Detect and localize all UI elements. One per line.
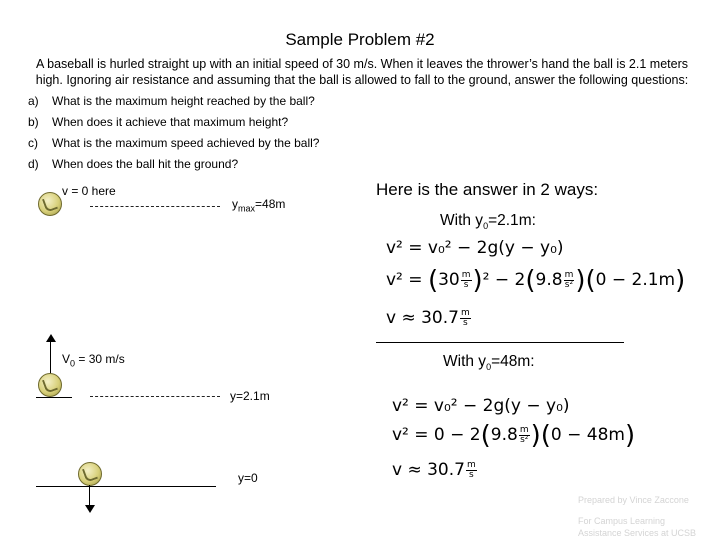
page-title: Sample Problem #2 (285, 30, 435, 49)
release-height-dashed-line (90, 396, 220, 397)
baseball-ground-icon (78, 462, 102, 486)
release-height-label: y=2.1m (230, 389, 270, 403)
question-letter-d: d) (28, 157, 39, 171)
baseball-release-icon (38, 373, 62, 397)
way2-heading: With $y_0=48m$: (443, 353, 535, 373)
initial-velocity-label: $V_0 = 30$ m/s (62, 352, 125, 369)
problem-statement: A baseball is hurled straight up with an initial speed of 30 m/s. When it leaves the thrower’s hand the ball is 2.1 meters high. Ignoring air resistance and assuming that the ball is allowed to fall to the ground, answer the following questions: (35, 57, 689, 87)
way2-equation-2: v² = 0 − 2(9.8 $\frac{m}{\text{s²}}$ )(0 − 48m) (392, 420, 636, 451)
ground-line (36, 486, 216, 487)
way2-equation-1: v² = v₀² − 2g(y − y₀) (392, 396, 570, 416)
way1-equation-2: v² = (30 $\frac{m}{s}$ )² − 2(9.8 $\frac{m}{\text{s²}}$ )(0 − 2.1m) (386, 265, 686, 296)
way1-equation-1: v² = v₀² − 2g(y − y₀) (386, 238, 564, 258)
upward-arrow-shaft (50, 340, 51, 374)
question-a: What is the maximum height reached by the ball? (52, 94, 315, 108)
question-letter-c: c) (28, 136, 38, 150)
question-letter-b: b) (28, 115, 39, 129)
top-velocity-label: v = 0 here (62, 184, 116, 198)
credit-author: Prepared by Vince Zaccone (578, 495, 689, 505)
answer-heading: Here is the answer in 2 ways: (376, 180, 599, 199)
way1-heading: With $y_0=2.1m$: (440, 212, 536, 232)
section-divider (376, 342, 624, 343)
downward-arrow-head-icon (85, 505, 95, 513)
question-d: When does the ball hit the ground? (52, 157, 239, 171)
way1-result: v ≈ 30.7 $\frac{m}{s}$ (386, 308, 470, 328)
upward-arrow-head-icon (46, 334, 56, 342)
credit-line-3: Assistance Services at UCSB (578, 528, 697, 538)
downward-arrow-shaft (89, 485, 90, 507)
question-b: When does it achieve that maximum height? (52, 115, 289, 129)
question-c: What is the maximum speed achieved by the ball? (52, 136, 320, 150)
ground-height-label: y=0 (238, 471, 258, 485)
max-height-dashed-line (90, 206, 220, 207)
hand-level-line (36, 397, 72, 398)
question-letter-a: a) (28, 94, 39, 108)
way2-result: v ≈ 30.7 $\frac{m}{s}$ (392, 460, 476, 480)
max-height-label: $y_{max}=48m$ (232, 197, 286, 214)
credit-line-2: For Campus Learning (578, 516, 666, 526)
baseball-top-icon (38, 192, 62, 216)
